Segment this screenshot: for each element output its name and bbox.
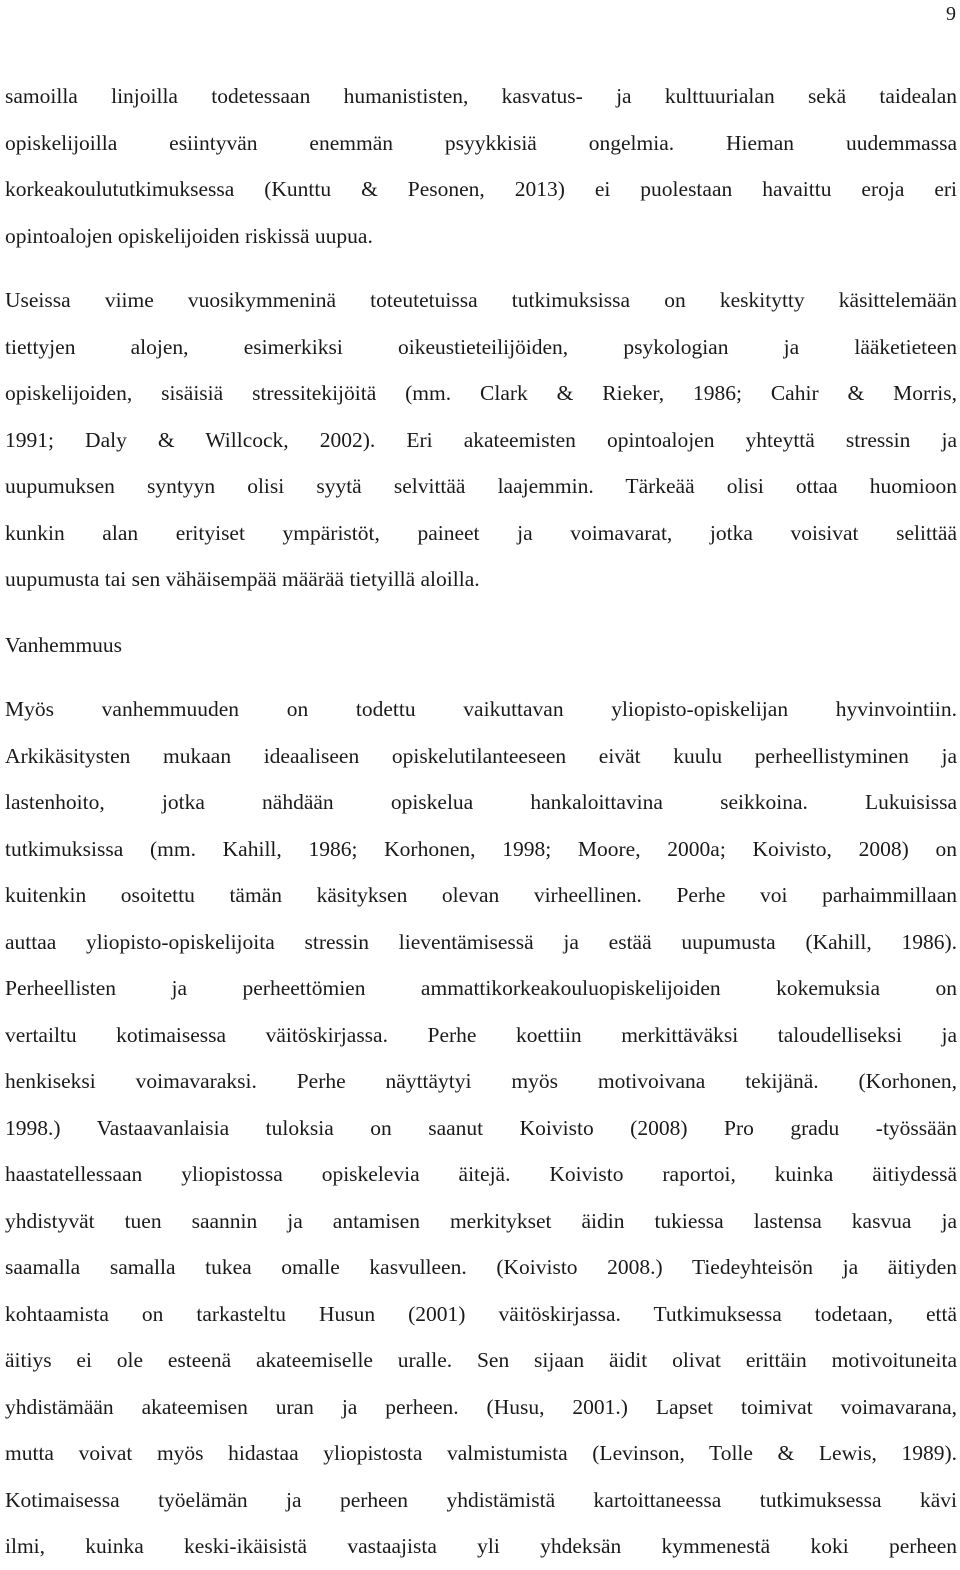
text-line: kuitenkin osoitettu tämän käsityksen olevan virheellinen. Perhe voi parhaimmillaan xyxy=(5,883,957,907)
text-line: kohtaamista on tarkasteltu Husun (2001) väitöskirjassa. Tutkimuksessa todetaan, että xyxy=(5,1301,957,1326)
text-line: 1991; Daly & Willcock, 2002). Eri akateemisten opintoalojen yhteyttä stressin ja xyxy=(5,427,957,452)
text-line: kunkin alan erityiset ympäristöt, paineet ja voimavarat, jotka voisivat selittää xyxy=(5,520,957,545)
text-line: opiskelijoiden, sisäisiä stressitekijöitä (mm. Clark & Rieker, 1986; Cahir & Morris, xyxy=(5,381,957,405)
text-line: 1998.) Vastaavanlaisia tuloksia on saanut Koivisto (2008) Pro gradu -työssään xyxy=(5,1115,957,1140)
text-line: Myös vanhemmuuden on todettu vaikuttavan yliopisto-opiskelijan hyvinvointiin. xyxy=(5,697,957,721)
text-line: opintoalojen opiskelijoiden riskissä uupua. xyxy=(5,223,373,248)
paragraphs-top xyxy=(5,73,957,603)
paragraph-vanhemmuus xyxy=(5,686,957,1570)
text-line: lastenhoito, jotka nähdään opiskelua hankaloittavina seikkoina. Lukuisissa xyxy=(5,790,957,814)
paragraph xyxy=(5,277,957,603)
text-line: Perheellisten ja perheettömien ammattikorkeakouluopiskelijoiden kokemuksia on xyxy=(5,976,957,1000)
text-line: Kotimaisessa työelämän ja perheen yhdistämistä kartoittaneessa tutkimuksessa kävi xyxy=(5,1487,957,1512)
text-line: haastatellessaan yliopistossa opiskelevia äitejä. Koivisto raportoi, kuinka äitiydessä xyxy=(5,1162,957,1186)
text-line: Arkikäsitysten mukaan ideaaliseen opiskelutilanteeseen eivät kuulu perheellistyminen ja xyxy=(5,743,957,768)
text-line: mutta voivat myös hidastaa yliopistosta valmistumista (Levinson, Tolle & Lewis, 1989). xyxy=(5,1441,957,1465)
text-line: henkiseksi voimavaraksi. Perhe näyttäytyi myös motivoivana tekijänä. (Korhonen, xyxy=(5,1069,957,1093)
text-line: tiettyjen alojen, esimerkiksi oikeustieteilijöiden, psykologian ja lääketieteen xyxy=(5,334,957,359)
section-heading: Vanhemmuus xyxy=(5,632,123,657)
text-line: yhdistyvät tuen saannin ja antamisen merkitykset äidin tukiessa lastensa kasvua ja xyxy=(5,1208,957,1233)
text-line: tutkimuksissa (mm. Kahill, 1986; Korhonen, 1998; Moore, 2000a; Koivisto, 2008) on xyxy=(5,836,957,861)
text-line: uupumuksen syntyyn olisi syytä selvittää laajemmin. Tärkeää olisi ottaa huomioon xyxy=(5,474,957,498)
text-line: yhdistämään akateemisen uran ja perheen. (Husu, 2001.) Lapset toimivat voimavarana, xyxy=(5,1394,957,1419)
text-line: vertailtu kotimaisessa väitöskirjassa. Perhe koettiin merkittäväksi taloudelliseksi ja xyxy=(5,1022,957,1047)
document-body xyxy=(5,73,957,1570)
text-line: ilmi, kuinka keski-ikäisistä vastaajista yli yhdeksän kymmenestä koki perheen xyxy=(5,1534,957,1558)
page-number: 9 xyxy=(946,3,956,25)
paragraph xyxy=(5,73,957,259)
text-line: saamalla samalla tukea omalle kasvulleen. (Koivisto 2008.) Tiedeyhteisön ja äitiyden xyxy=(5,1255,957,1279)
text-line: opiskelijoilla esiintyvän enemmän psyykkisiä ongelmia. Hieman uudemmassa xyxy=(5,130,957,155)
text-line: uupumusta tai sen vähäisempää määrää tietyillä aloilla. xyxy=(5,567,480,591)
text-line: samoilla linjoilla todetessaan humanististen, kasvatus- ja kulttuurialan sekä taidealan xyxy=(5,84,957,108)
text-line: auttaa yliopisto-opiskelijoita stressin lieventämisessä ja estää uupumusta (Kahill, 1986). xyxy=(5,929,957,954)
text-line: äitiys ei ole esteenä akateemiselle uralle. Sen sijaan äidit olivat erittäin motivoituneita xyxy=(5,1348,957,1372)
text-line: Useissa viime vuosikymmeninä toteutetuissa tutkimuksissa on keskitytty käsittelemään xyxy=(5,288,957,312)
text-line: korkeakoulututkimuksessa (Kunttu & Pesonen, 2013) ei puolestaan havaittu eroja eri xyxy=(5,177,957,201)
